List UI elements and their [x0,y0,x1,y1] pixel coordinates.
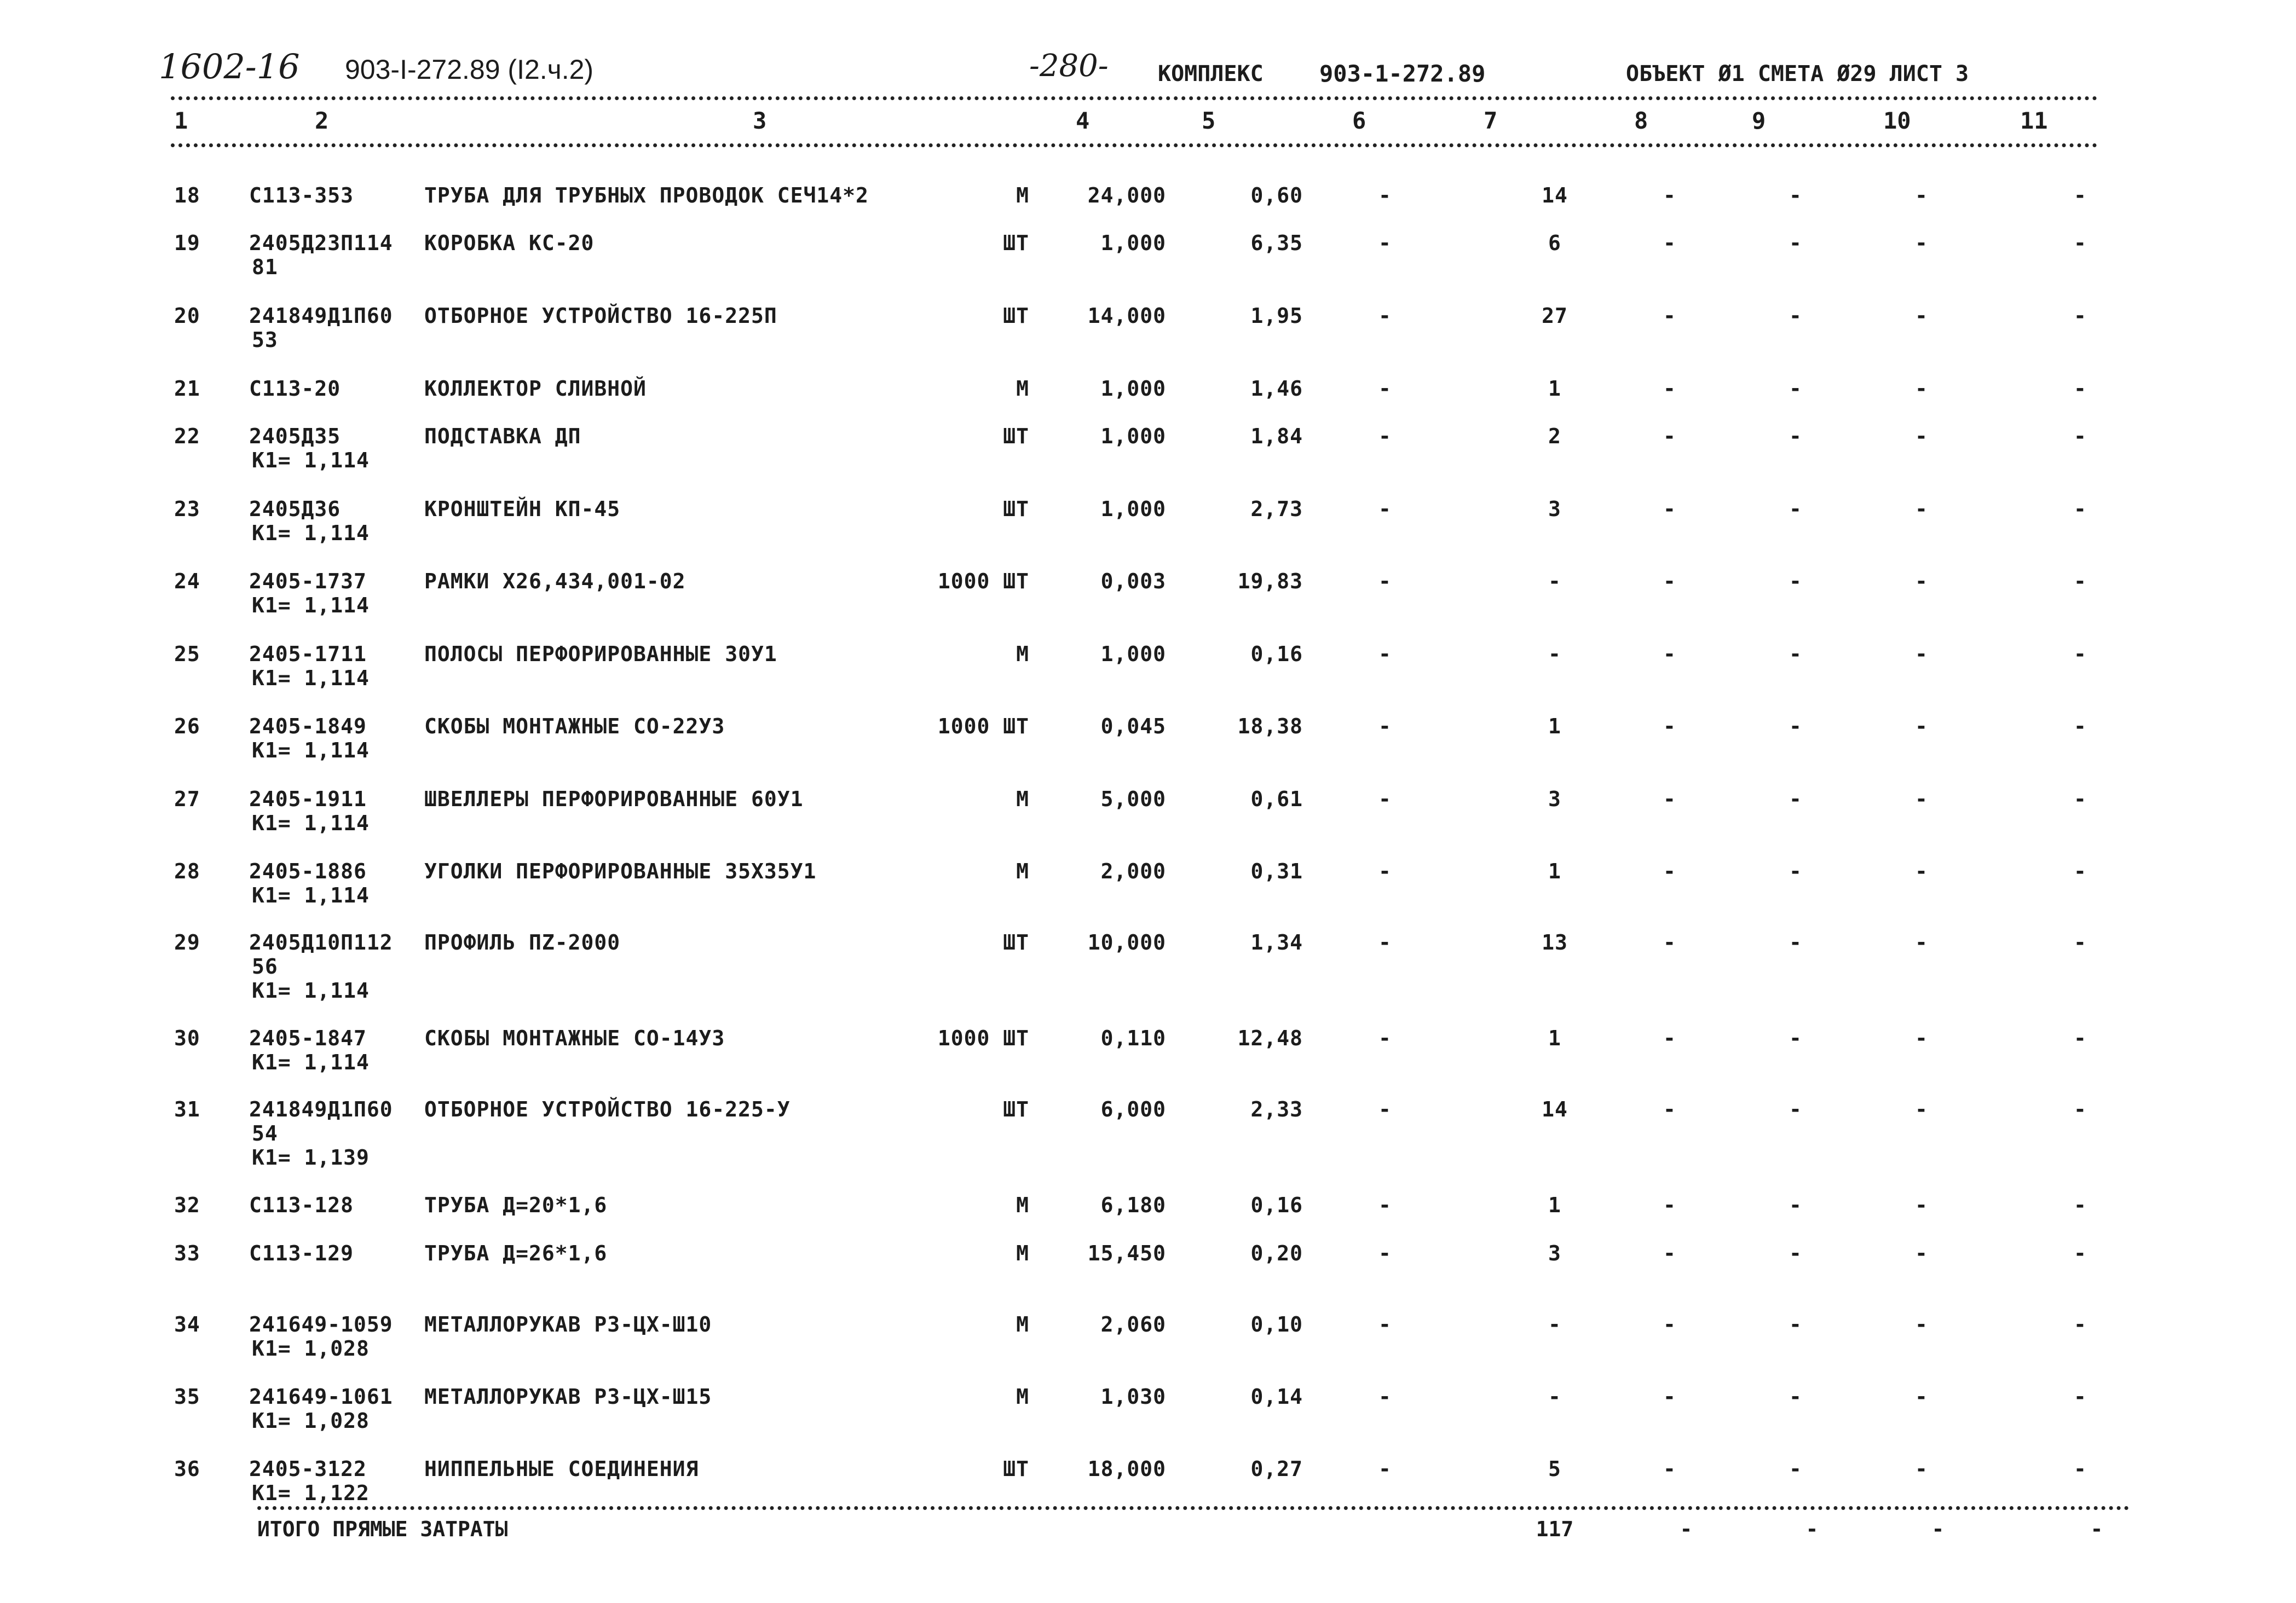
total-rule [257,1506,2130,1510]
table-row [0,1097,2296,1170]
table-row [0,183,2296,238]
table-row [0,1241,2296,1296]
row-quantity: 0,045 [1100,714,1166,738]
row-code: С113-129 [249,1241,354,1265]
column-number: 6 [1352,107,1366,134]
row-col10: - [1915,424,1928,448]
row-price: 0,16 [1250,1193,1303,1217]
row-col6: - [1378,1193,1392,1217]
row-name: ТРУБА ДЛЯ ТРУБНЫХ ПРОВОДОК СЕЧ14*2 [424,183,869,207]
header-top-rule [171,96,2098,100]
row-code: 2405-1711 [249,642,367,666]
row-unit: М [1016,787,1029,811]
row-col10: - [1915,569,1928,593]
object-info: ОБЪЕКТ Ø1 СМЕТА Ø29 ЛИСТ 3 [1626,61,1969,86]
row-code: С113-353 [249,183,354,207]
row-col7: 1 [1548,1026,1561,1050]
row-col9: - [1789,304,1802,328]
row-number: 18 [174,183,200,207]
row-col6: - [1378,1385,1392,1409]
row-unit: М [1016,1241,1029,1265]
row-quantity: 0,003 [1100,569,1166,593]
row-code-line3: К1= 1,139 [252,1145,370,1170]
row-code: 2405-1849 [249,714,367,738]
row-name: ПОДСТАВКА ДП [424,424,581,448]
row-col9: - [1789,1193,1802,1217]
row-col6: - [1378,183,1392,207]
row-col10: - [1915,1026,1928,1050]
row-code: 2405Д36 [249,497,341,521]
row-code-line2: К1= 1,114 [252,811,370,835]
row-col8: - [1663,787,1676,811]
row-col7: 5 [1548,1457,1561,1481]
row-col7: - [1548,1385,1561,1409]
row-col7: - [1548,569,1561,593]
row-col9: - [1789,497,1802,521]
row-col10: - [1915,1097,1928,1121]
table-row [0,569,2296,624]
row-col6: - [1378,569,1392,593]
row-price: 18,38 [1237,714,1303,738]
row-number: 25 [174,642,200,666]
row-number: 22 [174,424,200,448]
row-col11: - [2074,859,2087,883]
row-unit: М [1016,642,1029,666]
row-col7: 14 [1542,1097,1568,1121]
row-col6: - [1378,231,1392,255]
row-price: 1,46 [1250,377,1303,401]
row-col10: - [1915,1457,1928,1481]
row-number: 32 [174,1193,200,1217]
row-name: НИППЕЛЬНЫЕ СОЕДИНЕНИЯ [424,1457,699,1481]
row-col6: - [1378,930,1392,954]
row-code: 2405-1737 [249,569,367,593]
row-col11: - [2074,1241,2087,1265]
row-col8: - [1663,859,1676,883]
row-unit: 1000 ШТ [937,714,1029,738]
row-col10: - [1915,231,1928,255]
row-quantity: 18,000 [1087,1457,1166,1481]
row-quantity: 1,030 [1100,1385,1166,1409]
row-col9: - [1789,787,1802,811]
row-col6: - [1378,1241,1392,1265]
row-col9: - [1789,1312,1802,1336]
table-row [0,787,2296,842]
row-number: 20 [174,304,200,328]
row-col10: - [1915,714,1928,738]
row-col8: - [1663,1457,1676,1481]
row-col11: - [2074,497,2087,521]
row-col8: - [1663,1097,1676,1121]
row-number: 36 [174,1457,200,1481]
row-name: МЕТАЛЛОРУКАВ Р3-ЦХ-Ш15 [424,1385,712,1409]
row-col8: - [1663,231,1676,255]
row-col8: - [1663,1193,1676,1217]
row-price: 0,10 [1250,1312,1303,1336]
row-quantity: 0,110 [1100,1026,1166,1050]
row-quantity: 2,060 [1100,1312,1166,1336]
row-number: 27 [174,787,200,811]
row-col7: 3 [1548,787,1561,811]
project-code: 903-I-272.89 (I2.ч.2) [345,54,594,85]
row-number: 29 [174,930,200,954]
row-unit: ШТ [1003,1457,1029,1481]
row-col7: 3 [1548,1241,1561,1265]
table-row [0,1193,2296,1248]
row-price: 1,84 [1250,424,1303,448]
row-col7: 1 [1548,859,1561,883]
row-col7: 6 [1548,231,1561,255]
row-col9: - [1789,1026,1802,1050]
row-col8: - [1663,714,1676,738]
row-price: 0,60 [1250,183,1303,207]
row-code-line2: К1= 1,114 [252,738,370,762]
column-number: 10 [1883,107,1911,134]
row-number: 21 [174,377,200,401]
row-quantity: 14,000 [1087,304,1166,328]
row-code: 2405Д10П112 [249,930,393,954]
row-col11: - [2074,1097,2087,1121]
row-col10: - [1915,377,1928,401]
table-row [0,377,2296,431]
row-col8: - [1663,377,1676,401]
row-col8: - [1663,304,1676,328]
row-name: РАМКИ Х26,434,001-02 [424,569,686,593]
row-unit: М [1016,859,1029,883]
row-code: 2405-1847 [249,1026,367,1050]
row-name: СКОБЫ МОНТАЖНЫЕ СО-14У3 [424,1026,725,1050]
row-name: ОТБОРНОЕ УСТРОЙСТВО 16-225П [424,304,777,328]
row-col11: - [2074,714,2087,738]
row-unit: М [1016,377,1029,401]
row-name: ПРОФИЛЬ ПZ-2000 [424,930,621,954]
sheet-code: 1602-16 [159,47,300,86]
row-col11: - [2074,642,2087,666]
row-name: КРОНШТЕЙН КП-45 [424,497,621,521]
row-col9: - [1789,859,1802,883]
table-row [0,859,2296,914]
row-quantity: 6,180 [1100,1193,1166,1217]
row-unit: 1000 ШТ [937,569,1029,593]
table-row [0,424,2296,479]
row-price: 0,20 [1250,1241,1303,1265]
row-col7: 27 [1542,304,1568,328]
row-col10: - [1915,1385,1928,1409]
row-number: 31 [174,1097,200,1121]
row-quantity: 5,000 [1100,787,1166,811]
row-code-line2: 81 [252,255,278,279]
row-name: ТРУБА Д=26*1,6 [424,1241,608,1265]
row-col8: - [1663,424,1676,448]
row-col6: - [1378,1026,1392,1050]
row-col10: - [1915,787,1928,811]
column-number: 3 [753,107,767,134]
row-price: 0,61 [1250,787,1303,811]
row-code: 2405Д35 [249,424,341,448]
row-unit: ШТ [1003,930,1029,954]
complex-code: 903-1-272.89 [1319,60,1486,87]
header-bottom-rule [171,143,2098,147]
row-number: 19 [174,231,200,255]
row-code-line2: К1= 1,114 [252,448,370,472]
row-col9: - [1789,424,1802,448]
row-col11: - [2074,183,2087,207]
row-col11: - [2074,231,2087,255]
row-code: 241849Д1П60 [249,304,393,328]
table-row [0,1457,2296,1512]
column-number: 7 [1484,107,1498,134]
row-col7: - [1548,1312,1561,1336]
row-col11: - [2074,1026,2087,1050]
row-col9: - [1789,1097,1802,1121]
row-code: 2405Д23П114 [249,231,393,255]
row-col9: - [1789,642,1802,666]
row-price: 6,35 [1250,231,1303,255]
row-quantity: 1,000 [1100,377,1166,401]
row-code: 2405-3122 [249,1457,367,1481]
row-col6: - [1378,377,1392,401]
row-number: 26 [174,714,200,738]
row-col8: - [1663,1385,1676,1409]
row-quantity: 10,000 [1087,930,1166,954]
row-code: 241649-1061 [249,1385,393,1409]
row-col9: - [1789,231,1802,255]
column-number: 1 [174,107,188,134]
row-number: 33 [174,1241,200,1265]
row-col10: - [1915,930,1928,954]
row-price: 0,27 [1250,1457,1303,1481]
row-number: 30 [174,1026,200,1050]
total-c8: - [1680,1517,1693,1541]
row-price: 0,16 [1250,642,1303,666]
row-col6: - [1378,642,1392,666]
row-code-line2: 56 [252,954,278,979]
row-number: 24 [174,569,200,593]
row-code-line2: 53 [252,328,278,352]
row-col11: - [2074,424,2087,448]
row-price: 0,14 [1250,1385,1303,1409]
row-name: ШВЕЛЛЕРЫ ПЕРФОРИРОВАННЫЕ 60У1 [424,787,804,811]
row-col7: 13 [1542,930,1568,954]
row-price: 19,83 [1237,569,1303,593]
row-col7: 1 [1548,377,1561,401]
table-row [0,304,2296,358]
row-col9: - [1789,930,1802,954]
row-code-line3: К1= 1,114 [252,979,370,1003]
row-col7: - [1548,642,1561,666]
row-price: 2,33 [1250,1097,1303,1121]
column-number: 11 [2020,107,2048,134]
row-unit: ШТ [1003,497,1029,521]
row-code-line2: К1= 1,114 [252,666,370,690]
row-name: МЕТАЛЛОРУКАВ Р3-ЦХ-Ш10 [424,1312,712,1336]
row-col10: - [1915,304,1928,328]
row-code: 2405-1911 [249,787,367,811]
row-col10: - [1915,1193,1928,1217]
row-col6: - [1378,787,1392,811]
row-unit: М [1016,1312,1029,1336]
row-col6: - [1378,1312,1392,1336]
row-col10: - [1915,642,1928,666]
row-col10: - [1915,497,1928,521]
row-price: 2,73 [1250,497,1303,521]
row-col8: - [1663,1241,1676,1265]
table-row [0,642,2296,697]
row-unit: М [1016,183,1029,207]
row-col11: - [2074,1312,2087,1336]
total-c9: - [1805,1517,1819,1541]
row-col6: - [1378,497,1392,521]
row-col8: - [1663,1026,1676,1050]
row-quantity: 24,000 [1087,183,1166,207]
row-col11: - [2074,1385,2087,1409]
row-col11: - [2074,787,2087,811]
row-code: 241649-1059 [249,1312,393,1336]
complex-label: КОМПЛЕКС [1158,61,1264,86]
row-code-line2: К1= 1,114 [252,883,370,907]
column-number: 9 [1752,107,1766,134]
row-price: 12,48 [1237,1026,1303,1050]
total-label: ИТОГО ПРЯМЫЕ ЗАТРАТЫ [257,1517,508,1541]
row-col9: - [1789,1385,1802,1409]
table-row [0,1026,2296,1081]
row-col9: - [1789,1457,1802,1481]
row-col6: - [1378,714,1392,738]
row-quantity: 1,000 [1100,642,1166,666]
row-number: 35 [174,1385,200,1409]
table-row [0,1385,2296,1439]
row-number: 23 [174,497,200,521]
row-code-line2: К1= 1,114 [252,1050,370,1074]
row-number: 28 [174,859,200,883]
total-c10: - [1931,1517,1945,1541]
row-col7: 3 [1548,497,1561,521]
column-number: 5 [1202,107,1216,134]
column-number: 4 [1076,107,1090,134]
row-col9: - [1789,569,1802,593]
column-number: 2 [315,107,329,134]
row-col7: 1 [1548,1193,1561,1217]
row-price: 1,34 [1250,930,1303,954]
row-col6: - [1378,859,1392,883]
table-row [0,714,2296,769]
row-col8: - [1663,183,1676,207]
row-col8: - [1663,642,1676,666]
total-c11: - [2090,1517,2103,1541]
row-name: ПОЛОСЫ ПЕРФОРИРОВАННЫЕ 30У1 [424,642,777,666]
row-unit: ШТ [1003,231,1029,255]
row-quantity: 15,450 [1087,1241,1166,1265]
row-code-line2: К1= 1,114 [252,521,370,545]
row-unit: ШТ [1003,424,1029,448]
row-col11: - [2074,930,2087,954]
row-code-line2: К1= 1,114 [252,593,370,617]
row-col9: - [1789,183,1802,207]
page-number: -280- [1029,48,1109,84]
row-col11: - [2074,1193,2087,1217]
row-code: 2405-1886 [249,859,367,883]
row-code-line2: 54 [252,1121,278,1145]
row-name: СКОБЫ МОНТАЖНЫЕ СО-22У3 [424,714,725,738]
column-number: 8 [1634,107,1648,134]
row-code-line2: К1= 1,122 [252,1481,370,1505]
row-name: ОТБОРНОЕ УСТРОЙСТВО 16-225-У [424,1097,791,1121]
row-unit: ШТ [1003,1097,1029,1121]
row-col9: - [1789,1241,1802,1265]
row-name: УГОЛКИ ПЕРФОРИРОВАННЫЕ 35Х35У1 [424,859,817,883]
table-row [0,497,2296,552]
row-quantity: 1,000 [1100,424,1166,448]
row-price: 0,31 [1250,859,1303,883]
row-code: 241849Д1П60 [249,1097,393,1121]
row-price: 1,95 [1250,304,1303,328]
row-col10: - [1915,859,1928,883]
row-col6: - [1378,1457,1392,1481]
table-row [0,930,2296,1003]
table-row [0,1312,2296,1367]
row-col8: - [1663,497,1676,521]
row-col6: - [1378,304,1392,328]
row-col11: - [2074,304,2087,328]
table-row [0,231,2296,286]
row-unit: 1000 ШТ [937,1026,1029,1050]
row-col6: - [1378,1097,1392,1121]
row-quantity: 1,000 [1100,231,1166,255]
row-col6: - [1378,424,1392,448]
total-c7: 117 [1536,1517,1574,1541]
row-col10: - [1915,183,1928,207]
row-col11: - [2074,377,2087,401]
row-col7: 14 [1542,183,1568,207]
row-col8: - [1663,569,1676,593]
row-col8: - [1663,1312,1676,1336]
row-number: 34 [174,1312,200,1336]
row-col9: - [1789,377,1802,401]
row-quantity: 1,000 [1100,497,1166,521]
row-unit: ШТ [1003,304,1029,328]
row-quantity: 6,000 [1100,1097,1166,1121]
row-col10: - [1915,1312,1928,1336]
row-col7: 1 [1548,714,1561,738]
row-unit: М [1016,1193,1029,1217]
row-code-line2: К1= 1,028 [252,1409,370,1433]
row-name: КОРОБКА КС-20 [424,231,595,255]
row-code: С113-20 [249,377,341,401]
row-name: ТРУБА Д=20*1,6 [424,1193,608,1217]
row-unit: М [1016,1385,1029,1409]
row-code: С113-128 [249,1193,354,1217]
row-col11: - [2074,569,2087,593]
row-col8: - [1663,930,1676,954]
row-name: КОЛЛЕКТОР СЛИВНОЙ [424,377,647,401]
row-code-line2: К1= 1,028 [252,1336,370,1361]
row-col7: 2 [1548,424,1561,448]
row-col10: - [1915,1241,1928,1265]
row-col9: - [1789,714,1802,738]
row-quantity: 2,000 [1100,859,1166,883]
row-col11: - [2074,1457,2087,1481]
